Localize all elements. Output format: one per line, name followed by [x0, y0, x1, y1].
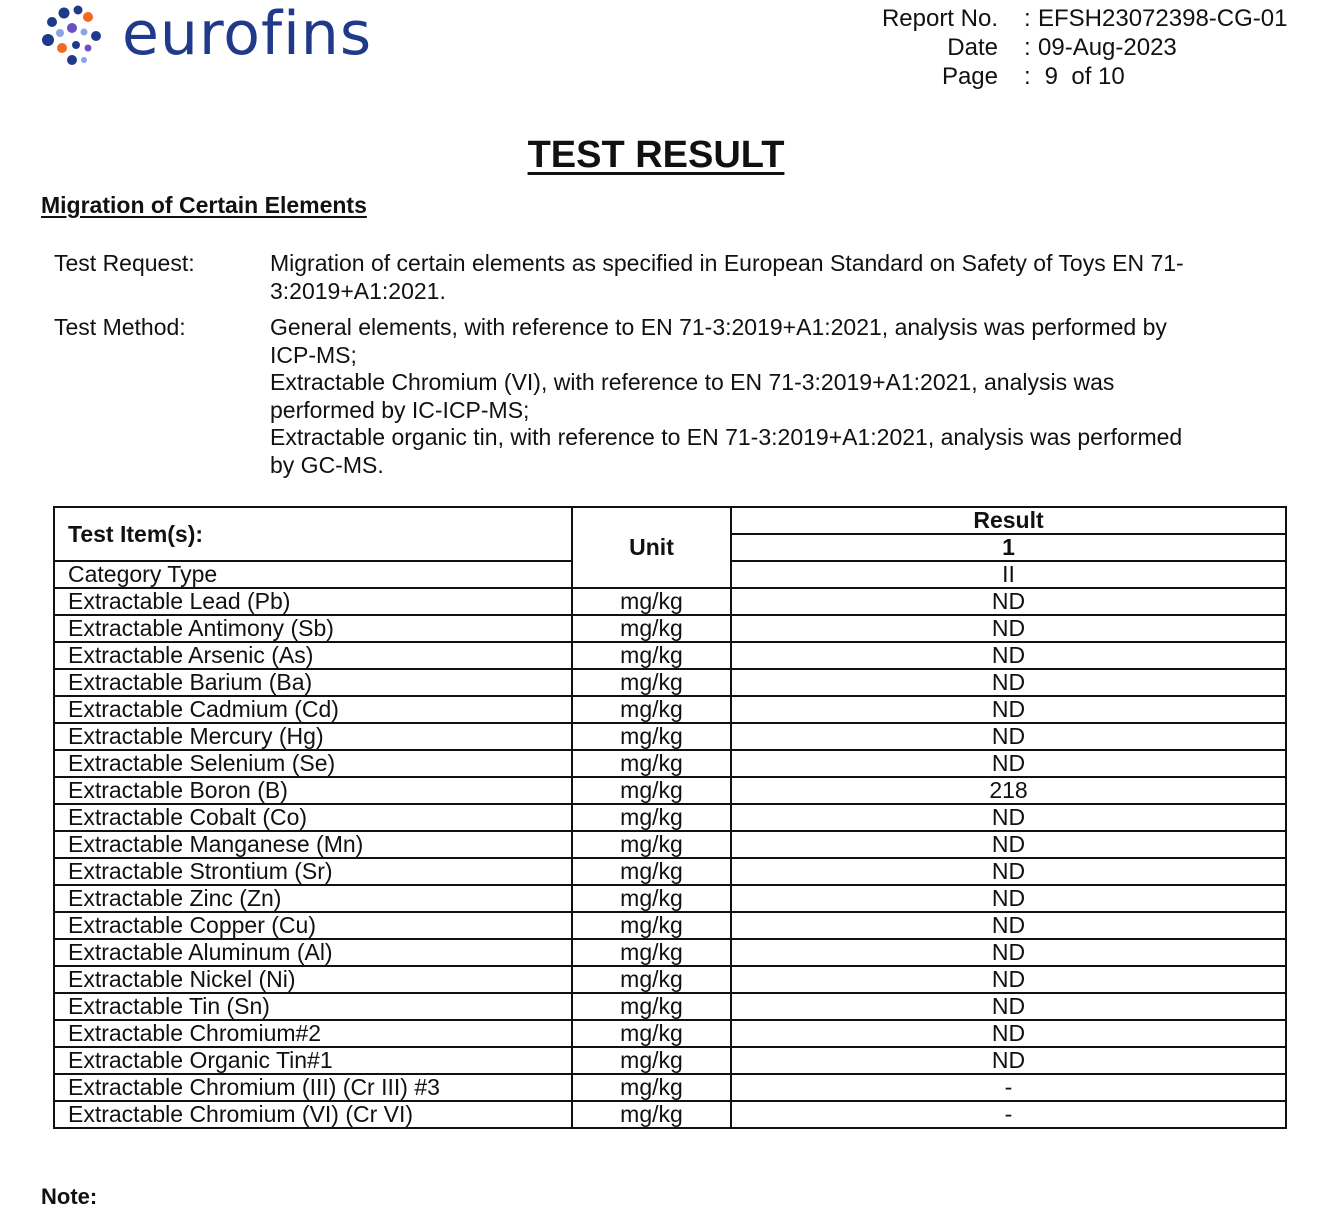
row-unit: mg/kg	[572, 750, 731, 777]
test-method-text	[270, 314, 1250, 479]
table-row	[54, 777, 1286, 804]
report-no-label: Report No.	[881, 5, 998, 32]
row-item: Extractable Barium (Ba)	[54, 669, 572, 696]
row-unit: mg/kg	[572, 831, 731, 858]
row-result: ND	[731, 939, 1286, 966]
row-item: Extractable Arsenic (As)	[54, 642, 572, 669]
date-value: 09-Aug-2023	[1038, 34, 1177, 61]
row-result: ND	[731, 1020, 1286, 1047]
header-sample-no: 1	[731, 534, 1286, 561]
row-item: Extractable Zinc (Zn)	[54, 885, 572, 912]
row-item: Extractable Chromium#2	[54, 1020, 572, 1047]
row-item: Extractable Aluminum (Al)	[54, 939, 572, 966]
table-row	[54, 642, 1286, 669]
table-row	[54, 669, 1286, 696]
table-row	[54, 750, 1286, 777]
table-row	[54, 1074, 1286, 1101]
test-request-line: Migration of certain elements as specified in European Standard on Safety of Toys EN 71-	[270, 250, 1184, 276]
row-unit: mg/kg	[572, 642, 731, 669]
header-test-item: Test Item(s):	[54, 507, 572, 561]
row-result: ND	[731, 966, 1286, 993]
table-row	[54, 588, 1286, 615]
row-unit: mg/kg	[572, 669, 731, 696]
table-row	[54, 696, 1286, 723]
row-item: Extractable Antimony (Sb)	[54, 615, 572, 642]
test-method-line: Extractable organic tin, with reference to EN 71-3:2019+A1:2021, analysis was performed	[270, 424, 1183, 450]
row-item: Extractable Organic Tin#1	[54, 1047, 572, 1074]
row-unit: mg/kg	[572, 777, 731, 804]
row-result: -	[731, 1101, 1286, 1128]
eurofins-logo-mark-icon	[38, 0, 110, 72]
row-unit: mg/kg	[572, 615, 731, 642]
row-unit: mg/kg	[572, 1074, 731, 1101]
test-method-line: performed by IC-ICP-MS;	[270, 396, 530, 423]
row-result: ND	[731, 588, 1286, 615]
row-result: ND	[731, 696, 1286, 723]
table-row	[54, 723, 1286, 750]
row-result: ND	[731, 615, 1286, 642]
table-row	[54, 831, 1286, 858]
test-method-line: General elements, with reference to EN 71-3:2019+A1:2021, analysis was performed by	[270, 314, 1167, 340]
report-header-values	[1038, 4, 1287, 91]
row-result: ND	[731, 831, 1286, 858]
row-result: ND	[731, 723, 1286, 750]
row-unit: mg/kg	[572, 804, 731, 831]
table-row	[54, 858, 1286, 885]
row-item: Extractable Tin (Sn)	[54, 993, 572, 1020]
row-item: Extractable Copper (Cu)	[54, 912, 572, 939]
table-row	[54, 1047, 1286, 1074]
row-result: ND	[731, 993, 1286, 1020]
category-type-value: II	[731, 561, 1286, 588]
row-item: Extractable Nickel (Ni)	[54, 966, 572, 993]
row-item: Extractable Manganese (Mn)	[54, 831, 572, 858]
report-no-value: EFSH23072398-CG-01	[1038, 5, 1288, 32]
table-row	[54, 993, 1286, 1020]
row-result: ND	[731, 804, 1286, 831]
table-row	[54, 615, 1286, 642]
page-value: 9 of 10	[1038, 63, 1125, 90]
row-unit: mg/kg	[572, 723, 731, 750]
row-unit: mg/kg	[572, 885, 731, 912]
row-unit: mg/kg	[572, 588, 731, 615]
row-item: Extractable Lead (Pb)	[54, 588, 572, 615]
table-row	[54, 1101, 1286, 1128]
test-method-line: Extractable Chromium (VI), with reference to EN 71-3:2019+A1:2021, analysis was	[270, 369, 1115, 395]
test-method-line: by GC-MS.	[270, 451, 384, 478]
test-method-label: Test Method:	[54, 314, 186, 340]
row-unit: mg/kg	[572, 1020, 731, 1047]
table-row	[54, 966, 1286, 993]
test-method-line: ICP-MS;	[270, 341, 357, 368]
row-unit: mg/kg	[572, 1047, 731, 1074]
table-row	[54, 1020, 1286, 1047]
table-row	[54, 804, 1286, 831]
row-item: Extractable Cadmium (Cd)	[54, 696, 572, 723]
row-item: Extractable Chromium (VI) (Cr VI)	[54, 1101, 572, 1128]
row-item: Extractable Selenium (Se)	[54, 750, 572, 777]
row-result: ND	[731, 858, 1286, 885]
test-request-text	[270, 250, 1250, 305]
row-result: ND	[731, 669, 1286, 696]
row-item: Extractable Boron (B)	[54, 777, 572, 804]
header-unit: Unit	[572, 507, 731, 588]
report-header-colons: : : :	[1024, 5, 1031, 90]
table-row	[54, 912, 1286, 939]
table-row	[54, 885, 1286, 912]
page-title: TEST RESULT	[527, 134, 785, 176]
note-label: Note:	[41, 1184, 98, 1209]
test-request-line: 3:2019+A1:2021.	[270, 277, 446, 304]
page-label: Page	[941, 63, 998, 90]
row-item: Extractable Cobalt (Co)	[54, 804, 572, 831]
row-result: ND	[731, 750, 1286, 777]
eurofins-logo	[38, 0, 378, 72]
row-unit: mg/kg	[572, 1101, 731, 1128]
row-item: Extractable Mercury (Hg)	[54, 723, 572, 750]
test-request-label: Test Request:	[54, 250, 195, 276]
results-table	[53, 506, 1287, 1129]
report-header-labels	[882, 4, 998, 91]
row-result: ND	[731, 1047, 1286, 1074]
section-title: Migration of Certain Elements	[41, 192, 367, 218]
date-label: Date	[947, 34, 998, 61]
row-unit: mg/kg	[572, 966, 731, 993]
row-result: ND	[731, 885, 1286, 912]
row-item: Extractable Chromium (III) (Cr III) #3	[54, 1074, 572, 1101]
row-item: Extractable Strontium (Sr)	[54, 858, 572, 885]
row-unit: mg/kg	[572, 696, 731, 723]
category-type-label: Category Type	[54, 561, 572, 588]
table-row	[54, 939, 1286, 966]
header-result: Result	[731, 507, 1286, 534]
brand-name: eurofins	[122, 0, 373, 69]
row-result: 218	[731, 777, 1286, 804]
row-unit: mg/kg	[572, 912, 731, 939]
row-unit: mg/kg	[572, 939, 731, 966]
row-unit: mg/kg	[572, 993, 731, 1020]
row-unit: mg/kg	[572, 858, 731, 885]
row-result: ND	[731, 912, 1286, 939]
row-result: -	[731, 1074, 1286, 1101]
row-result: ND	[731, 642, 1286, 669]
